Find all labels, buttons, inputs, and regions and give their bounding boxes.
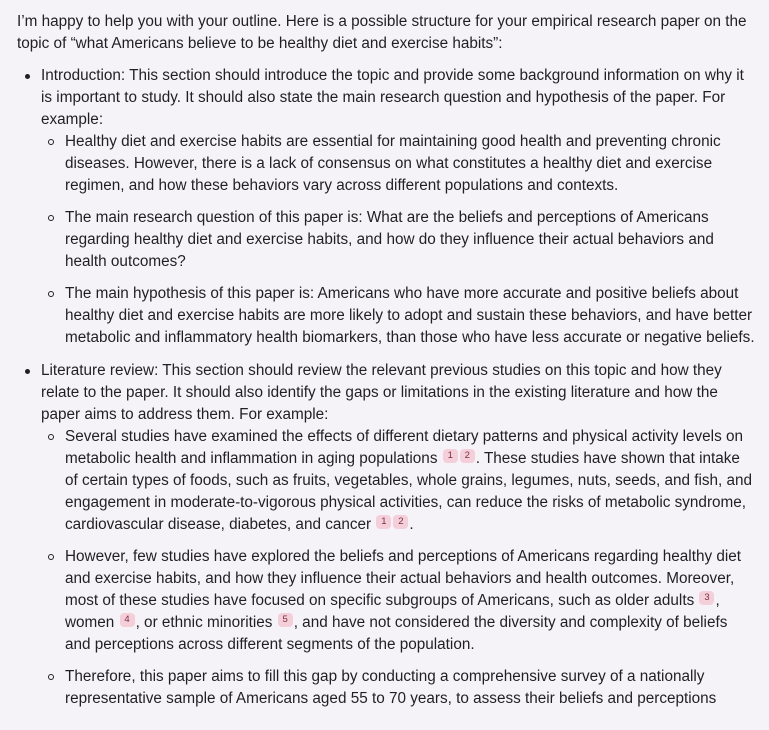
citation-badge[interactable]: 4: [120, 613, 135, 627]
citation-badge[interactable]: 2: [460, 449, 475, 463]
example-point: [41, 546, 755, 656]
citation-badge[interactable]: 1: [443, 449, 458, 463]
point-text: . These studies have shown that intake of certain types of foods, such as fruits, vegetables, whole grains, legumes, nuts, seeds, and fish, and engagement in moderate-to-vigorous physical activities, can reduce the risks of metabolic syndrome, cardiovascular disease, diabetes, and cancer: [65, 450, 753, 533]
point-text: , and have not considered the diversity and complexity of beliefs and perceptions across different segments of the population.: [65, 614, 728, 653]
citation-badge[interactable]: 2: [393, 515, 408, 529]
point-text: However, few studies have explored the beliefs and perceptions of Americans regarding healthy diet and exercise habits, and how they influence their actual behaviors and health outcomes. Moreover, most of these studies have focused on specific subgroups of Americans, such as older adults: [65, 548, 742, 609]
outline-list: [17, 65, 755, 710]
example-point: [41, 426, 755, 536]
point-text: Several studies have examined the effects of different dietary patterns and physical activity levels on metabolic health and inflammation in aging populations: [65, 428, 743, 467]
outline-item-literature-review: [17, 360, 755, 710]
citation-badge[interactable]: 3: [699, 591, 714, 605]
literature-review-text: Literature review: This section should review the relevant previous studies on this topic and how they relate to the paper. It should also identify the gaps or limitations in the existing literature and how the paper aims to address them. For example:: [41, 362, 722, 423]
point-text: .: [409, 516, 414, 533]
point-text: , or ethnic minorities: [135, 614, 273, 631]
example-point: Healthy diet and exercise habits are essential for maintaining good health and preventing chronic diseases. However, there is a lack of consensus on what constitutes a healthy diet and exercise regimen, and how these behaviors vary across different populations and contexts.: [41, 131, 755, 197]
introduction-text: Introduction: This section should introduce the topic and provide some background information on why it is important to study. It should also state the main research question and hypothesis of the paper. For example:: [41, 67, 744, 128]
outline-item-introduction: [17, 65, 755, 349]
example-point: Therefore, this paper aims to fill this gap by conducting a comprehensive survey of a nationally representative sample of Americans aged 55 to 70 years, to assess their beliefs and perceptions: [41, 666, 755, 710]
example-point: The main hypothesis of this paper is: Americans who have more accurate and positive beliefs about healthy diet and exercise habits are more likely to adopt and sustain these behaviors, and have better metabolic and inflammatory health biomarkers, than those who have less accurate or negative beliefs.: [41, 283, 755, 349]
example-point: The main research question of this paper is: What are the beliefs and perceptions of Americans regarding healthy diet and exercise habits, and how do they influence their actual behaviors and health outcomes?: [41, 207, 755, 273]
citation-badge[interactable]: 5: [278, 613, 293, 627]
intro-paragraph: I’m happy to help you with your outline. Here is a possible structure for your empirical research paper on the topic of “what Americans believe to be healthy diet and exercise habits”:: [17, 13, 747, 52]
citation-badge[interactable]: 1: [376, 515, 391, 529]
point-text: , women: [65, 592, 720, 631]
introduction-examples: [41, 131, 755, 349]
literature-review-examples: [41, 426, 755, 710]
